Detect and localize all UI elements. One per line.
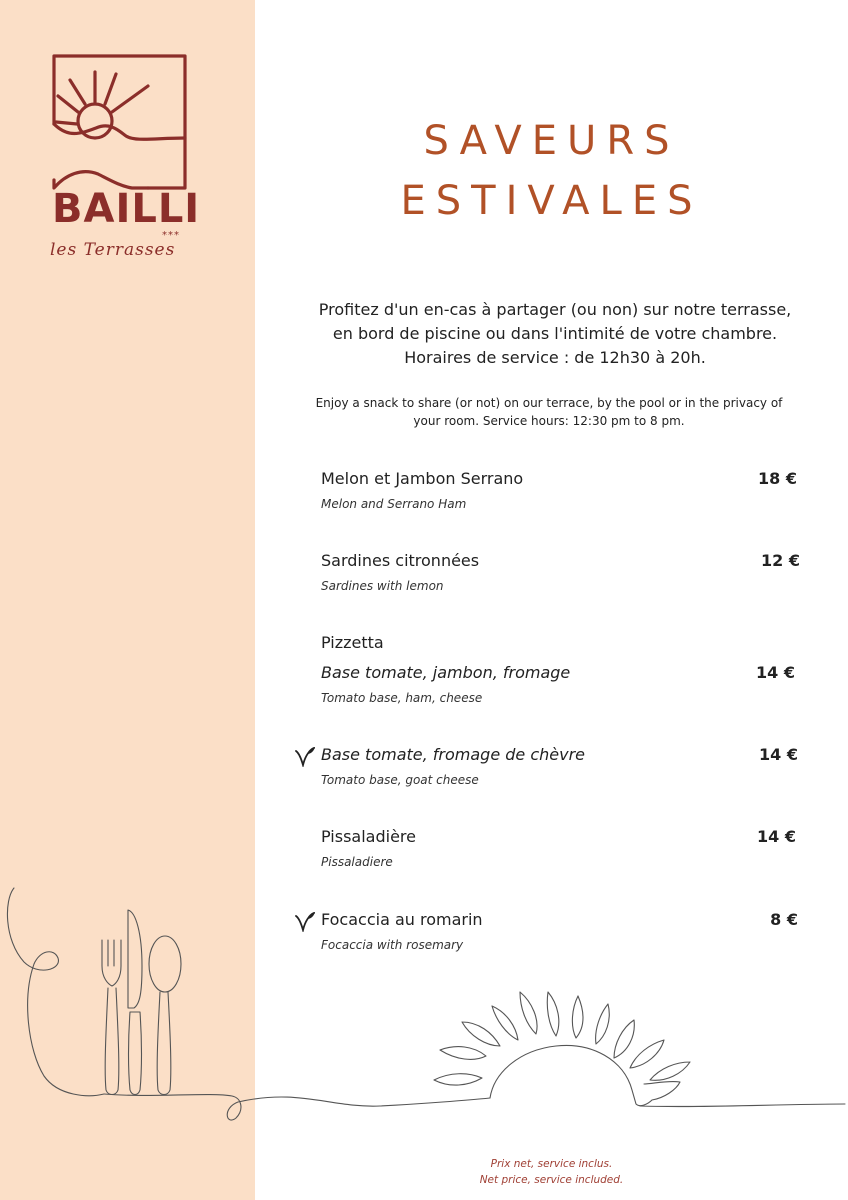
page-title-line2: ESTIVALES	[400, 178, 703, 224]
sun-rays-icon	[434, 992, 690, 1085]
menu-item-translation: Focaccia with rosemary	[321, 938, 464, 952]
brand-stars: ***	[162, 230, 180, 241]
footer-note-en: Net price, service included.	[479, 1174, 624, 1186]
leaf-icon	[294, 910, 316, 932]
menu-section-name: Pizzetta	[321, 633, 384, 652]
menu-item-name: Base tomate, jambon, fromage	[321, 663, 571, 682]
menu-item-price: 14 €	[757, 827, 796, 846]
intro-en-line: your room. Service hours: 12:30 pm to 8 pm.	[413, 414, 685, 428]
brand-name: BAILLI	[52, 186, 201, 232]
menu-item-name: Focaccia au romarin	[321, 910, 483, 929]
sun-icon	[490, 1045, 680, 1105]
horizon-line	[640, 1104, 845, 1107]
brand-subtitle: les Terrasses	[50, 240, 176, 260]
menu-item-translation: Pissaladiere	[321, 855, 393, 869]
menu-item-name: Sardines citronnées	[321, 551, 480, 570]
intro-fr-line: Horaires de service : de 12h30 à 20h.	[404, 348, 706, 367]
page-title-line1: SAVEURS	[423, 118, 680, 164]
intro-english	[290, 394, 808, 430]
leaf-icon	[294, 745, 316, 767]
menu-item-translation: Tomato base, ham, cheese	[321, 691, 483, 705]
intro-french	[290, 298, 820, 370]
menu-item-name: Melon et Jambon Serrano	[321, 469, 524, 488]
footer-note-fr: Prix net, service inclus.	[490, 1158, 613, 1170]
intro-fr-line: Profitez d'un en-cas à partager (ou non) sur notre terrasse,	[318, 300, 792, 319]
menu-item-name: Base tomate, fromage de chèvre	[321, 745, 586, 764]
intro-fr-line: en bord de piscine ou dans l'intimité de votre chambre.	[332, 324, 778, 343]
menu-item-translation: Melon and Serrano Ham	[321, 497, 467, 511]
menu-item-name: Pissaladière	[321, 827, 416, 846]
menu-item-price: 14 €	[759, 745, 798, 764]
menu-item-translation: Tomato base, goat cheese	[321, 773, 479, 787]
menu-item-translation: Sardines with lemon	[321, 579, 444, 593]
menu-item-price: 14 €	[756, 663, 795, 682]
menu-item-price: 8 €	[770, 910, 798, 929]
intro-en-line: Enjoy a snack to share (or not) on our terrace, by the pool or in the privacy of	[315, 396, 783, 410]
menu-item-price: 12 €	[761, 551, 800, 570]
menu-item-price: 18 €	[758, 469, 797, 488]
